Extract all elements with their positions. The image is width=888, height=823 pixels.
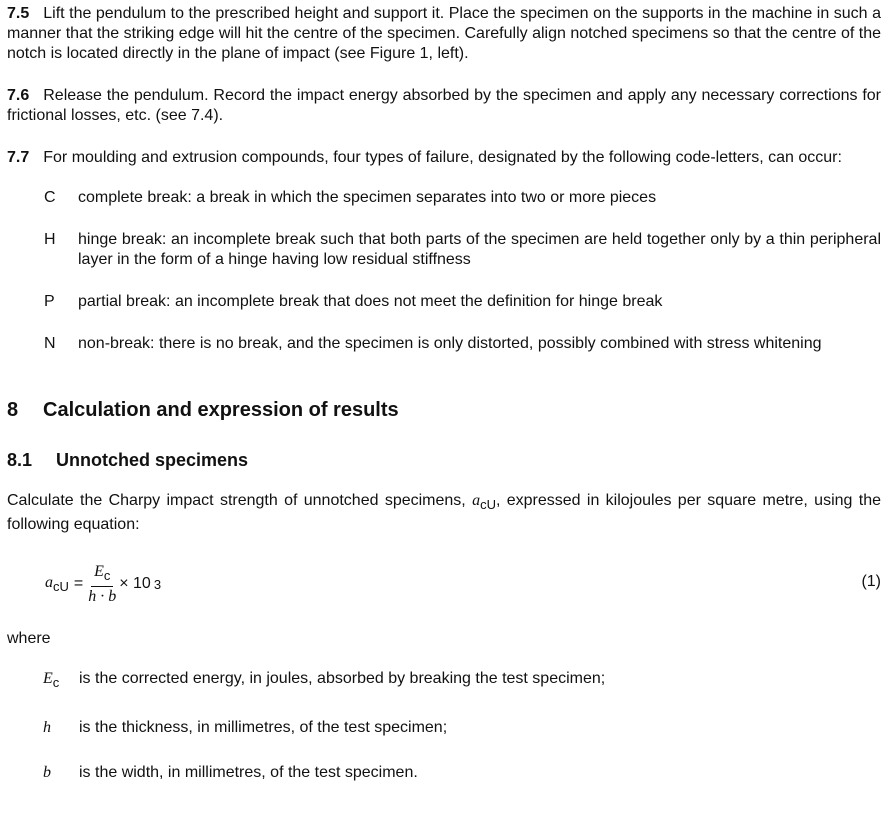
failure-description: non-break: there is no break, and the specimen is only distorted, possibly combined with stress whitening (78, 335, 822, 352)
failure-description: complete break: a break in which the specimen separates into two or more pieces (78, 189, 657, 206)
exponent: 3 (153, 576, 162, 592)
intro-paragraph: Calculate the Charpy impact strength of unnotched specimens, $a_{cU}$, expressed in kilojoules per square metre, using the following equation: (7, 492, 881, 533)
symbol-a-cu: $a_{cU}$ (472, 492, 496, 512)
failure-type-list (44, 188, 881, 354)
variable-symbol: $E_c$ (43, 670, 60, 690)
fraction (88, 563, 116, 606)
variable-description: is the width, in millimetres, of the test specimen. (79, 764, 418, 781)
variable-description: is the corrected energy, in joules, absorbed by breaking the test specimen; (79, 670, 606, 687)
equation-lhs: $a_{cU}$ (45, 574, 69, 594)
failure-code: N (44, 335, 56, 352)
clause-text: Lift the pendulum to the prescribed height and support it. Place the specimen on the supports in the machine in such a manner that the striking edge will hit the centre of the specimen. Carefully align notched specimens so that the centre of the notch is located directly in the plane of impact (see Figure 1, left). (7, 5, 881, 62)
variable-item (43, 763, 881, 783)
fraction-numerator: $E_c$ (91, 563, 113, 587)
failure-type-item (44, 292, 881, 312)
failure-code: P (44, 293, 55, 310)
where-label: where (7, 630, 51, 647)
equation-number: (1) (861, 573, 881, 590)
clause-text: Release the pendulum. Record the impact energy absorbed by the specimen and apply any necessary corrections for frictional losses, etc. (see 7.4). (7, 87, 881, 124)
section-title: Calculation and expression of results (43, 399, 399, 421)
clause-number: 7.7 (7, 149, 30, 166)
failure-type-item (44, 188, 881, 208)
clause-number: 7.5 (7, 5, 30, 22)
section-heading-8-1 (7, 449, 881, 471)
section-heading-8 (7, 398, 881, 422)
clause-7-7 (7, 148, 881, 168)
failure-code: H (44, 231, 56, 248)
multiplier: × 10 (119, 575, 151, 592)
variable-item (43, 718, 881, 738)
document-page (7, 4, 881, 808)
clause-number: 7.6 (7, 87, 30, 104)
variable-definitions (43, 669, 881, 783)
clause-7-5 (7, 4, 881, 64)
equation-1 (7, 561, 881, 607)
failure-type-item (44, 334, 881, 354)
section-number: 8 (7, 399, 19, 421)
section-number: 8.1 (7, 450, 33, 470)
equation-body (45, 561, 161, 607)
clause-text: For moulding and extrusion compounds, four types of failure, designated by the following code-letters, can occur: (43, 149, 842, 166)
failure-type-item (44, 230, 881, 270)
clause-7-6 (7, 86, 881, 126)
failure-description: hinge break: an incomplete break such that both parts of the specimen are held together only by a thin peripheral layer in the form of a hinge having low residual stiffness (78, 231, 881, 268)
equals-sign: = (73, 575, 84, 592)
fraction-denominator: h · b (88, 587, 117, 605)
failure-description: partial break: an incomplete break that does not meet the definition for hinge break (78, 293, 663, 310)
failure-code: C (44, 189, 56, 206)
variable-item (43, 669, 881, 693)
section-title: Unnotched specimens (56, 450, 249, 470)
variable-symbol: b (43, 764, 51, 781)
variable-symbol: h (43, 719, 51, 736)
variable-description: is the thickness, in millimetres, of the test specimen; (79, 719, 448, 736)
